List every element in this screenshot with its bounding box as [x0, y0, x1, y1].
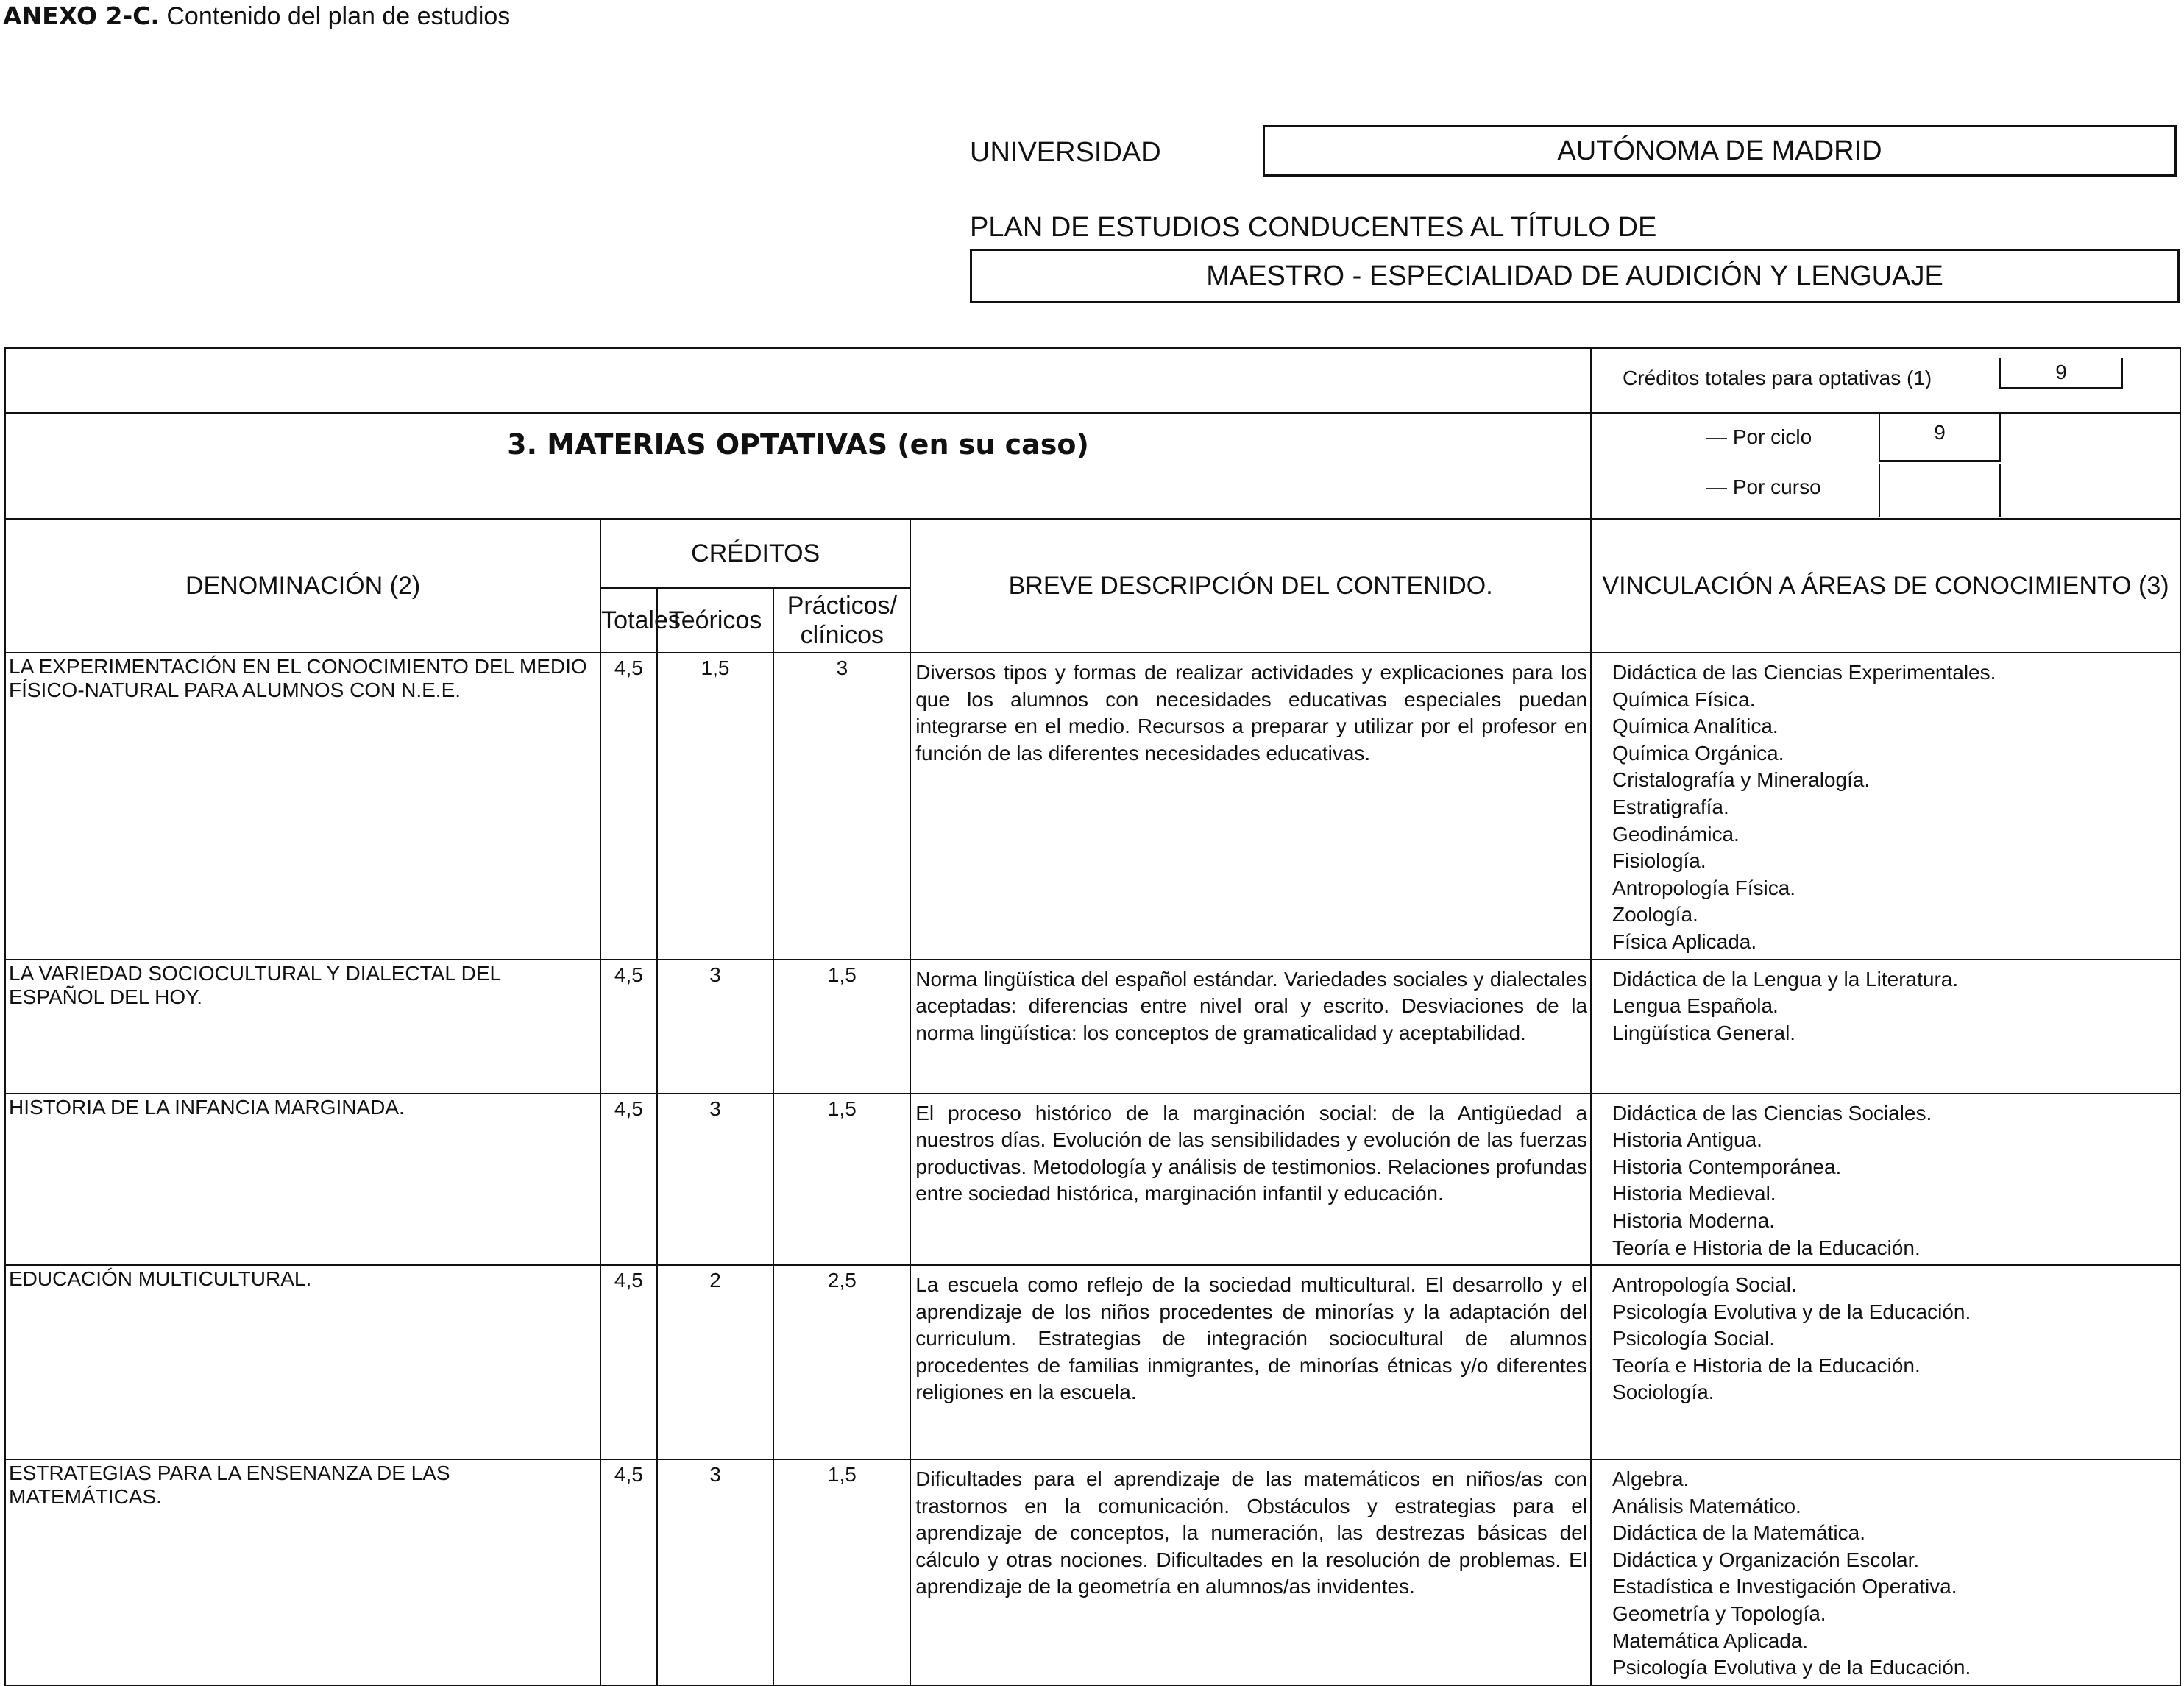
table-row: [5, 1094, 2180, 1266]
total-credits: 4,5: [600, 653, 656, 960]
per-course-label: — Por curso: [1706, 475, 1821, 498]
theory-credits: 2: [657, 1265, 774, 1459]
optional-subjects-table: [4, 347, 2181, 1686]
content-description: Norma lingüística del español estándar. Variedades sociales y dialectales aceptadas: diferencias entre nivel oral y escrito. Desviaciones de la norma lingüística: los conceptos de gramaticalidad y aceptabilidad.: [910, 960, 1591, 1094]
area-item: Química Orgánica.: [1612, 741, 1784, 765]
area-item: Historia Antigua.: [1612, 1128, 1762, 1152]
knowledge-areas: [1591, 1094, 2180, 1266]
practical-credits: 3: [773, 653, 910, 960]
total-credits: 4,5: [600, 1459, 656, 1685]
total-credits-value: 9: [1999, 358, 2123, 389]
total-credits-header: Totales: [600, 588, 656, 653]
area-item: Didáctica y Organización Escolar.: [1612, 1548, 1920, 1571]
theory-credits-header: Teóricos: [657, 588, 774, 653]
subject-name: LA EXPERIMENTACIÓN EN EL CONOCIMIENTO DEL MEDIO FÍSICO-NATURAL PARA ALUMNOS CON N.E.E.: [5, 653, 600, 960]
subject-name: EDUCACIÓN MULTICULTURAL.: [5, 1265, 600, 1459]
total-credits-cell: [1591, 348, 2180, 413]
content-description: Dificultades para el aprendizaje de las matemáticos en niños/as con trastornos en la comunicación. Obstáculos y estrategias para el aprendizaje de conceptos, la numeración, las destrezas básicas del cálculo y otras nociones. Dificultades en la resolución de problemas. El aprendizaje de la geometría en alumnos/as invidentes.: [910, 1459, 1591, 1685]
plan-label: PLAN DE ESTUDIOS CONDUCENTES AL TÍTULO DE: [970, 212, 1657, 243]
practical-credits: 1,5: [773, 1459, 910, 1685]
knowledge-areas: [1591, 653, 2180, 960]
header-credit-row: [5, 348, 2180, 413]
table-row: [5, 653, 2180, 960]
per-cycle-row: [1592, 414, 2180, 461]
content-description: La escuela como reflejo de la sociedad multicultural. El desarrollo y el aprendizaje de los niños procedentes de minorías y la adaptación del curriculum. Estrategias de integración sociocultural de alumnos procedentes de familias inmigrantes, de minorías étnicas y/o diferentes religiones en la escuela.: [910, 1265, 1591, 1459]
table-row: [5, 1265, 2180, 1459]
theory-credits: 3: [657, 1459, 774, 1685]
theory-credits: 3: [657, 960, 774, 1094]
area-item: Teoría e Historia de la Educación.: [1612, 1236, 1921, 1259]
per-course-row: [1592, 464, 2180, 511]
area-item: Zoología.: [1612, 903, 1698, 927]
area-item: Psicología Evolutiva y de la Educación.: [1612, 1656, 1971, 1679]
section-title: 3. MATERIAS OPTATIVAS (en su caso): [5, 413, 1591, 519]
area-item: Historia Contemporánea.: [1612, 1155, 1842, 1178]
annex-title: Contenido del plan de estudios: [166, 2, 511, 30]
area-item: Estratigrafía.: [1612, 795, 1729, 818]
university-label: UNIVERSIDAD: [970, 137, 1161, 168]
total-credits: 4,5: [600, 1265, 656, 1459]
practical-credits: 1,5: [773, 960, 910, 1094]
area-item: Historia Moderna.: [1612, 1208, 1776, 1232]
description-header: BREVE DESCRIPCIÓN DEL CONTENIDO.: [910, 519, 1591, 653]
area-item: Geometría y Topología.: [1612, 1602, 1826, 1626]
area-item: Algebra.: [1612, 1467, 1690, 1491]
area-item: Cristalografía y Mineralogía.: [1612, 768, 1871, 792]
area-item: Matemática Aplicada.: [1612, 1629, 1809, 1652]
area-item: Antropología Social.: [1612, 1273, 1797, 1297]
area-item: Sociología.: [1612, 1381, 1715, 1404]
area-item: Didáctica de las Ciencias Experimentales.: [1612, 661, 1996, 684]
subject-name: ESTRATEGIAS PARA LA ENSENANZA DE LAS MATEMÁTICAS.: [5, 1459, 600, 1685]
knowledge-areas: [1591, 960, 2180, 1094]
area-item: Historia Medieval.: [1612, 1182, 1776, 1205]
knowledge-areas-header: VINCULACIÓN A ÁREAS DE CONOCIMIENTO (3): [1591, 519, 2180, 653]
area-item: Geodinámica.: [1612, 822, 1740, 846]
area-item: Lengua Española.: [1612, 994, 1779, 1018]
degree-title: MAESTRO - ESPECIALIDAD DE AUDICIÓN Y LENGUAJE: [1206, 260, 1943, 291]
header-empty-cell: [5, 348, 1591, 413]
area-item: Didáctica de la Matemática.: [1612, 1521, 1865, 1545]
annex-heading: [3, 1, 510, 31]
denomination-header: DENOMINACIÓN (2): [5, 519, 600, 653]
credits-header: CRÉDITOS: [600, 519, 910, 588]
practical-credits-header: Prácticos/ clínicos: [773, 588, 910, 653]
subject-name: LA VARIEDAD SOCIOCULTURAL Y DIALECTAL DEL ESPAÑOL DEL HOY.: [5, 960, 600, 1094]
area-item: Antropología Física.: [1612, 876, 1796, 899]
area-item: Teoría e Historia de la Educación.: [1612, 1353, 1921, 1377]
area-item: Estadística e Investigación Operativa.: [1612, 1575, 1957, 1598]
per-cycle-value: 9: [1879, 414, 2001, 462]
per-course-value: [1879, 464, 2001, 517]
area-item: Psicología Evolutiva y de la Educación.: [1612, 1300, 1971, 1323]
header-title-row: [5, 413, 2180, 519]
area-item: Química Analítica.: [1612, 715, 1779, 738]
column-header-row: [5, 519, 2180, 588]
area-item: Didáctica de las Ciencias Sociales.: [1612, 1101, 1932, 1124]
area-item: Didáctica de la Lengua y la Literatura.: [1612, 967, 1959, 991]
total-credits-label: Créditos totales para optativas (1): [1623, 366, 1932, 389]
practical-credits: 2,5: [773, 1265, 910, 1459]
content-description: Diversos tipos y formas de realizar actividades y explicaciones para los que los alumnos con necesidades educativas especiales puedan integrarse en el medio. Recursos a preparar y utilizar por el profesor en función de las diferentes necesidades educativas.: [910, 653, 1591, 960]
area-item: Química Física.: [1612, 687, 1756, 711]
university-name: AUTÓNOMA DE MADRID: [1557, 135, 1882, 166]
area-item: Psicología Social.: [1612, 1327, 1776, 1350]
area-item: Lingüística General.: [1612, 1021, 1796, 1044]
table-row: [5, 960, 2180, 1094]
per-cycle-label: — Por ciclo: [1706, 425, 1812, 448]
theory-credits: 3: [657, 1094, 774, 1266]
content-description: El proceso histórico de la marginación social: de la Antigüedad a nuestros días. Evolución de las sensibilidades y evolución de las fuerzas productivas. Metodología y análisis de testimonios. Relaciones profundas entre sociedad histórica, marginación infantil y educación.: [910, 1094, 1591, 1266]
knowledge-areas: [1591, 1265, 2180, 1459]
total-credits: 4,5: [600, 1094, 656, 1266]
area-item: Análisis Matemático.: [1612, 1494, 1801, 1517]
university-box: [1263, 125, 2177, 177]
total-credits: 4,5: [600, 960, 656, 1094]
area-item: Física Aplicada.: [1612, 929, 1757, 953]
degree-title-box: [970, 249, 2180, 303]
table-row: [5, 1459, 2180, 1685]
area-item: Fisiología.: [1612, 849, 1706, 873]
theory-credits: 1,5: [657, 653, 774, 960]
practical-credits: 1,5: [773, 1094, 910, 1266]
subject-name: HISTORIA DE LA INFANCIA MARGINADA.: [5, 1094, 600, 1266]
per-cycle-cell: [1591, 413, 2180, 519]
knowledge-areas: [1591, 1459, 2180, 1685]
annex-code: ANEXO 2-C.: [3, 1, 160, 30]
